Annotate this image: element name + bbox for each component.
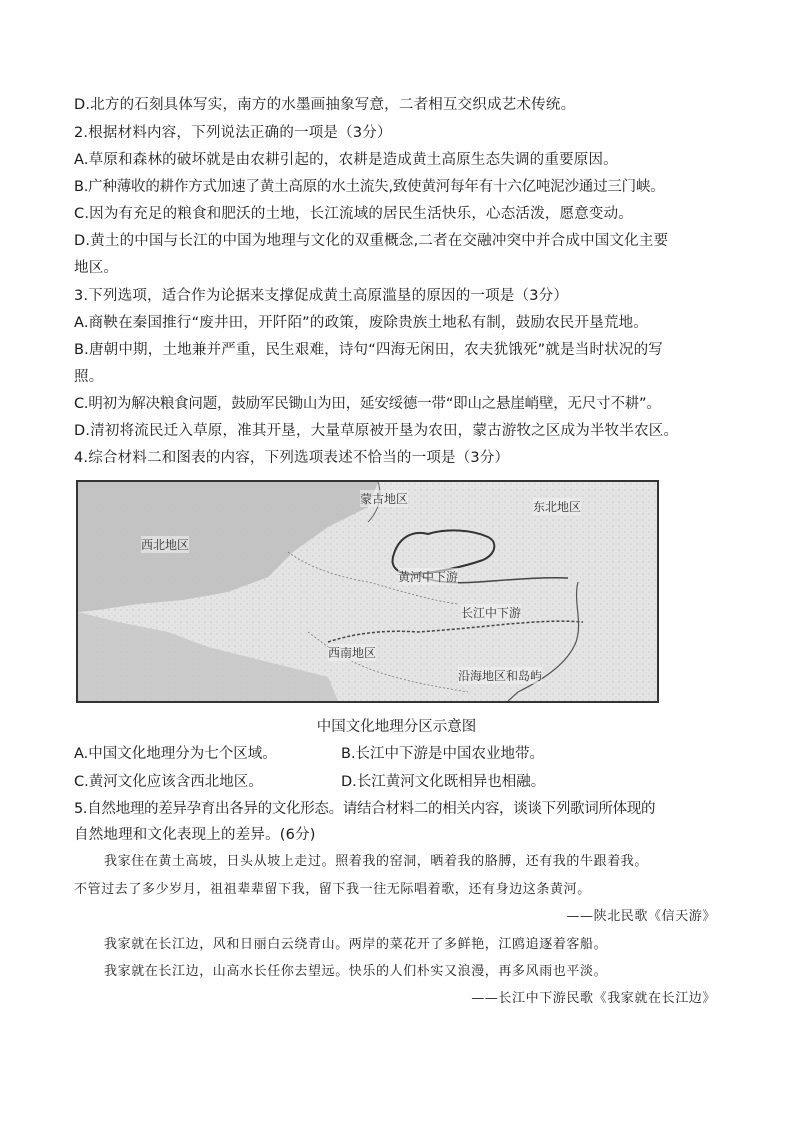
option-a: A.中国文化地理分为七个区域。 — [74, 746, 277, 762]
option-c: C.黄河文化应该含西北地区。 — [74, 774, 263, 790]
text-line: 地区。 — [74, 260, 119, 276]
text-line: C.因为有充足的粮食和肥沃的土地，长江流域的居民生活快乐，心态活泼，愿意变动。 — [74, 206, 634, 222]
region-label-northeast: 东北地区 — [533, 500, 582, 514]
region-label-coastal: 沿海地区和岛屿 — [458, 669, 543, 683]
lyric-line: 我家就在长江边，山高水长任你去望远。快乐的人们朴实又浪漫，再多风雨也平淡。 — [104, 964, 608, 979]
region-label-yangtze: 长江中下游 — [461, 606, 522, 620]
region-label-southwest: 西南地区 — [328, 646, 377, 660]
lyric-line: 我家住在黄土高坡，日头从坡上走过。照着我的窑洞，晒着我的胳膊，还有我的牛跟着我。 — [104, 854, 649, 869]
text-line: A.草原和森林的破坏就是由农耕引起的，农耕是造成黄土高原生态失调的重要原因。 — [74, 152, 618, 168]
question-5-stem: 5.自然地理的差异孕育出各异的文化形态。请结合材料二的相关内容，谈谈下列歌词所体现的 — [74, 801, 656, 817]
question-4-stem: 4.综合材料二和图表的内容，下列选项表述不恰当的一项是（3分） — [74, 450, 510, 466]
text-line: 照。 — [74, 369, 104, 385]
text-line: B.广种薄收的耕作方式加速了黄土高原的水土流失,致使黄河每年有十六亿吨泥沙通过三门峡。 — [74, 179, 665, 195]
text-line: C.明初为解决粮食问题，鼓励军民锄山为田，延安绥德一带“即山之悬崖峭壁，无尺寸不耕”。 — [74, 396, 661, 412]
map-caption: 中国文化地理分区示意图 — [316, 719, 477, 735]
region-label-northwest: 西北地区 — [141, 538, 190, 552]
song-source: ——陕北民歌《信天游》 — [566, 909, 716, 924]
option-d: D.长江黄河文化既相异也相融。 — [341, 774, 546, 790]
lyric-line: 我家就在长江边，风和日丽白云绕青山。两岸的菜花开了多鲜艳，江鸥追逐着客船。 — [104, 937, 608, 952]
text-line: D.黄土的中国与长江的中国为地理与文化的双重概念,二者在交融冲突中并合成中国文化主要 — [74, 233, 669, 249]
lyric-line: 不管过去了多少岁月，祖祖辈辈留下我，留下我一往无际唱着歌，还有身边这条黄河。 — [74, 882, 591, 897]
text-line: A.商鞅在秦国推行“废井田，开阡陌”的政策，废除贵族土地私有制，鼓励农民开垦荒地。 — [74, 315, 648, 331]
culture-region-map — [76, 480, 659, 703]
song-source: ——长江中下游民歌《我家就在长江边》 — [471, 991, 716, 1006]
text-line: D.北方的石刻具体写实，南方的水墨画抽象写意，二者相互交织成艺术传统。 — [74, 97, 576, 113]
question-5-stem-cont: 自然地理和文化表现上的差异。(6分) — [74, 827, 316, 843]
text-line: D.清初将流民迁入草原，准其开垦，大量草原被开垦为农田，蒙古游牧之区成为半牧半农区。 — [74, 423, 679, 439]
region-label-mongolia: 蒙古地区 — [360, 492, 409, 506]
question-3-stem: 3.下列选项，适合作为论据来支撑促成黄土高原滥垦的原因的一项是（3分） — [74, 288, 569, 304]
text-line: B.唐朝中期，土地兼并严重，民生艰难，诗句“四海无闲田，农夫犹饿死”就是当时状况的写 — [74, 342, 663, 358]
question-2-stem: 2.根据材料内容，下列说法正确的一项是（3分） — [74, 125, 392, 141]
option-b: B.长江中下游是中国农业地带。 — [341, 746, 545, 762]
region-label-yellow-river: 黄河中下游 — [398, 570, 459, 584]
